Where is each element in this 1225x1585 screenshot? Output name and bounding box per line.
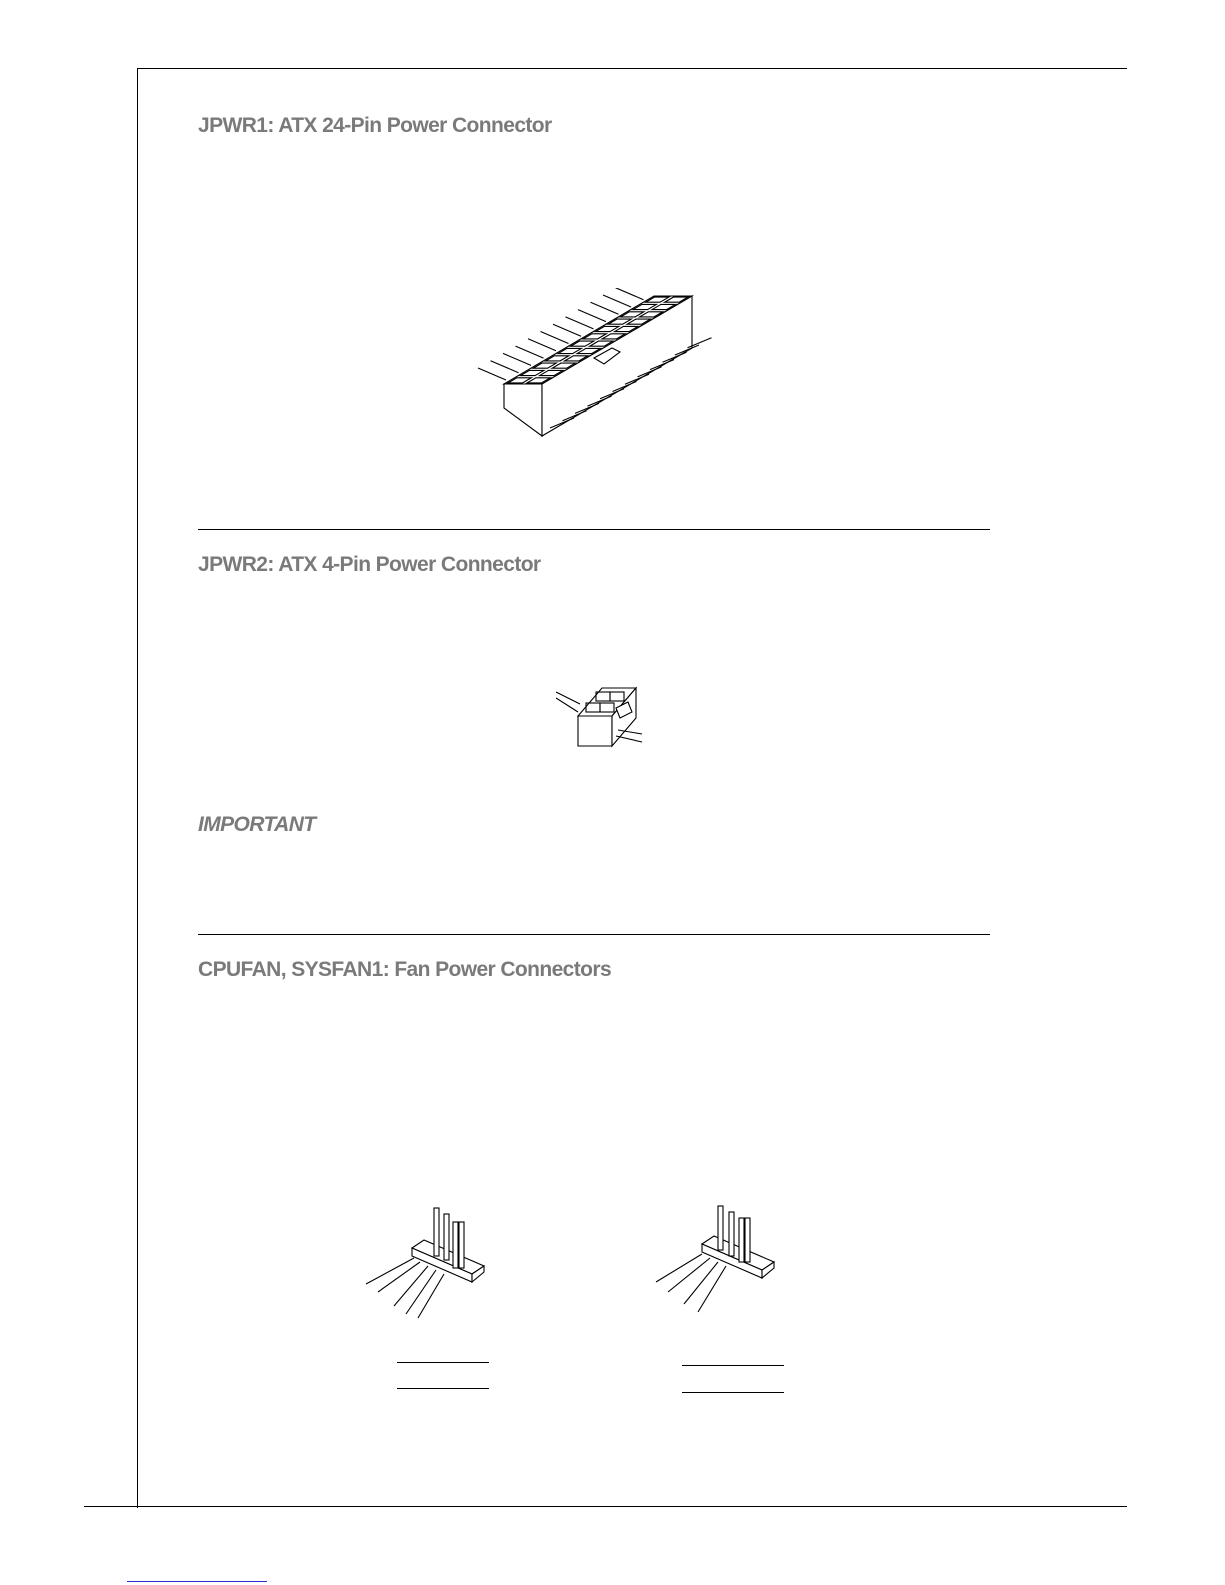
- pin-leader-line: [603, 295, 631, 307]
- fan-3-pin-header-icon: [650, 1200, 790, 1320]
- fan-caption-rule: [682, 1365, 784, 1366]
- pin-leader-line: [578, 310, 606, 322]
- pin-leader-line: [503, 353, 531, 365]
- fan-4-pin-header-icon: [360, 1200, 500, 1320]
- pin-leader-line: [491, 361, 519, 373]
- fan-caption-rule: [682, 1392, 784, 1393]
- fans-title: CPUFAN, SYSFAN1: Fan Power Connectors: [198, 958, 612, 981]
- pin-leader-line: [541, 332, 569, 344]
- pin-leader-line: [616, 288, 644, 300]
- pin-leader-line: [566, 317, 594, 329]
- jpwr1-title: JPWR1: ATX 24-Pin Power Connector: [198, 114, 552, 137]
- important-label: IMPORTANT: [198, 813, 316, 836]
- page-frame-top-line: [137, 68, 1127, 69]
- atx-4-pin-connector-icon: [556, 682, 656, 762]
- footer-link-underline[interactable]: [127, 1581, 267, 1582]
- page-frame-bottom-line: [84, 1506, 1127, 1507]
- pin-leader-line: [516, 346, 544, 358]
- jpwr2-title: JPWR2: ATX 4-Pin Power Connector: [198, 553, 541, 576]
- fan-caption-rule: [397, 1388, 489, 1389]
- page-frame-left-line: [137, 68, 138, 1508]
- pin-leader-line: [591, 302, 619, 314]
- pin-leader-line: [478, 368, 506, 380]
- pin-leader-line: [553, 324, 581, 336]
- divider-rule: [198, 529, 990, 530]
- pin-leader-line: [528, 339, 556, 351]
- fan-caption-rule: [397, 1362, 489, 1363]
- atx-24-pin-connector-icon: [470, 288, 720, 448]
- divider-rule: [198, 934, 990, 935]
